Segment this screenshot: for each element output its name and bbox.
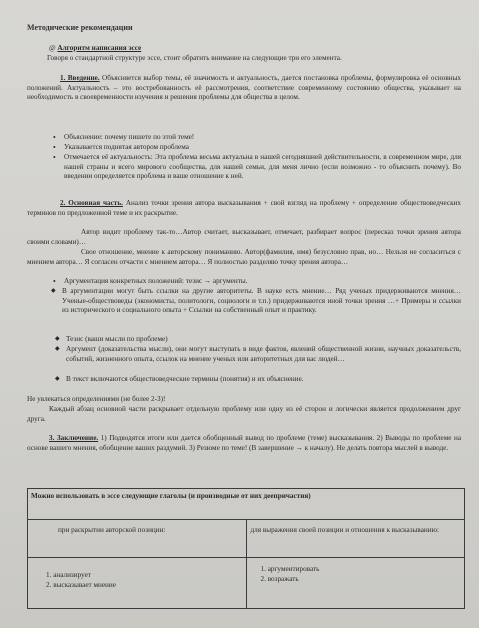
part1-bullet: • Объяснение: почему пишете по этой теме! <box>64 133 461 143</box>
thesis-item: ◆ Тезис (ваши мысли по проблеме) <box>66 335 461 345</box>
part2-label: 2. Основная часть. <box>60 199 123 207</box>
part1-label: 1. Введение. <box>60 74 100 82</box>
part1-bullet: • Отмечается её актуальность: Эта проблема весьма актуальна в нашей сегодняшней действительности, в современном мире, для нашей страны и всего мирового сообщества, для нашей семьи, для меня лично (если возможно - то объяснить почему). Во введении определяется проблема и ваше отношение к ней. <box>64 153 461 182</box>
intro-part-paragraph <box>27 74 461 103</box>
col1-item: 2. высказывает мнение <box>46 581 116 589</box>
col1-list <box>28 558 247 609</box>
part1-text: Объясняется выбор темы, её значимость и актуальность, дается постановка проблемы, формулировка её основных положений. Актуальность – это востребованность её рассмотрения, соответствие современному состоянию общества, указывает на необходимость в своевременности изучения и решения проблемы для общества в целом. <box>27 74 462 102</box>
part2-bullet: • Аргументация конкретных положений: тезис → аргументы. <box>64 277 461 287</box>
intro-paragraph: Говоря о стандартной структуре эссе, стоит обратить внимание на следующие три его элемента. <box>47 54 342 62</box>
argument-item: ◆ Аргумент (доказательства мысли), они могут выступать в виде фактов, явлений общественной жизни, научных доказательств, событий, жизненного опыта, ссылок на мнение ученых или авторитетных для вас людей… <box>66 345 461 364</box>
col2-header: для выражения своей позиции и отношения к высказыванию: <box>246 520 465 558</box>
conclusion-paragraph <box>27 434 461 453</box>
part2-bullet: ◆ В аргументации могут быть ссылки на другие авторитеты. В науке есть мнение… Ряд ученых придерживаются мнения… Ученые-обществоведы (экономисты, политологи, социологи и т.п.) придерживаются иной точки зрения …+ Примеры и ссылки из исторического и социального опыта + Ссылки на собственный опыт и практику. <box>62 287 461 316</box>
col2-item: 1. аргументировать <box>260 565 320 573</box>
col2-item: 2. возражать <box>260 575 299 583</box>
at-icon: @ <box>49 44 56 52</box>
verbs-table <box>27 488 465 609</box>
page-header: Методические рекомендации <box>27 23 133 32</box>
part3-text: 1) Подводятся итоги или дается обобщенный вывод по проблеме (теме) высказывания. 2) Выводы по проблеме на основе вашего мнения, обобщение ваших раздумий. 3) Резюме по теме! (В завершение → к началу). Не делать повтора мыслей в выводе. <box>27 434 462 452</box>
part2-text: Анализ точки зрения автора высказывания + свой взгляд на проблему + определение обществоведческих терминов по предложенной теме и их раскрытие. <box>27 199 461 217</box>
main-part-paragraph <box>27 199 461 218</box>
table-heading: Можно использовать в эссе следующие глаголы (и производные от них деепричастия) <box>28 489 465 520</box>
own-view-paragraph: Свое отношение, мнение к авторскому пониманию. Автор(фамилия, имя) безусловно прав, но… Нельзя не согласиться с мнением автора… Я согласен отчасти с мнением автора… Я полностью разделяю точку зрения автора… <box>27 248 461 266</box>
col2-list <box>246 558 465 609</box>
part3-label: 3. Заключение. <box>49 434 99 442</box>
col1-item: 1. анализирует <box>46 571 91 579</box>
section-title: @ Алгоритм написания эссе <box>49 44 142 52</box>
author-view-paragraph: Автор видит проблему так-то…Автор считает, высказывает, отмечает, разбирает вопрос (пересказ точки зрения автора своими словами)… <box>27 228 461 246</box>
part1-bullet: • Указывается поднятая автором проблема <box>64 143 461 153</box>
definitions-note: Не увлекаться определениями (не более 2-3)! <box>27 395 166 403</box>
col1-header: при раскрытии авторской позиции: <box>28 520 247 558</box>
terms-item: ◆ В текст включаются обществоведческие термины (понятия) и их объяснение. <box>66 375 461 385</box>
paragraph-note: Каждый абзац основной части раскрывает отдельную проблему или одну из её сторон и логически является продолжением друг друга. <box>27 405 461 423</box>
